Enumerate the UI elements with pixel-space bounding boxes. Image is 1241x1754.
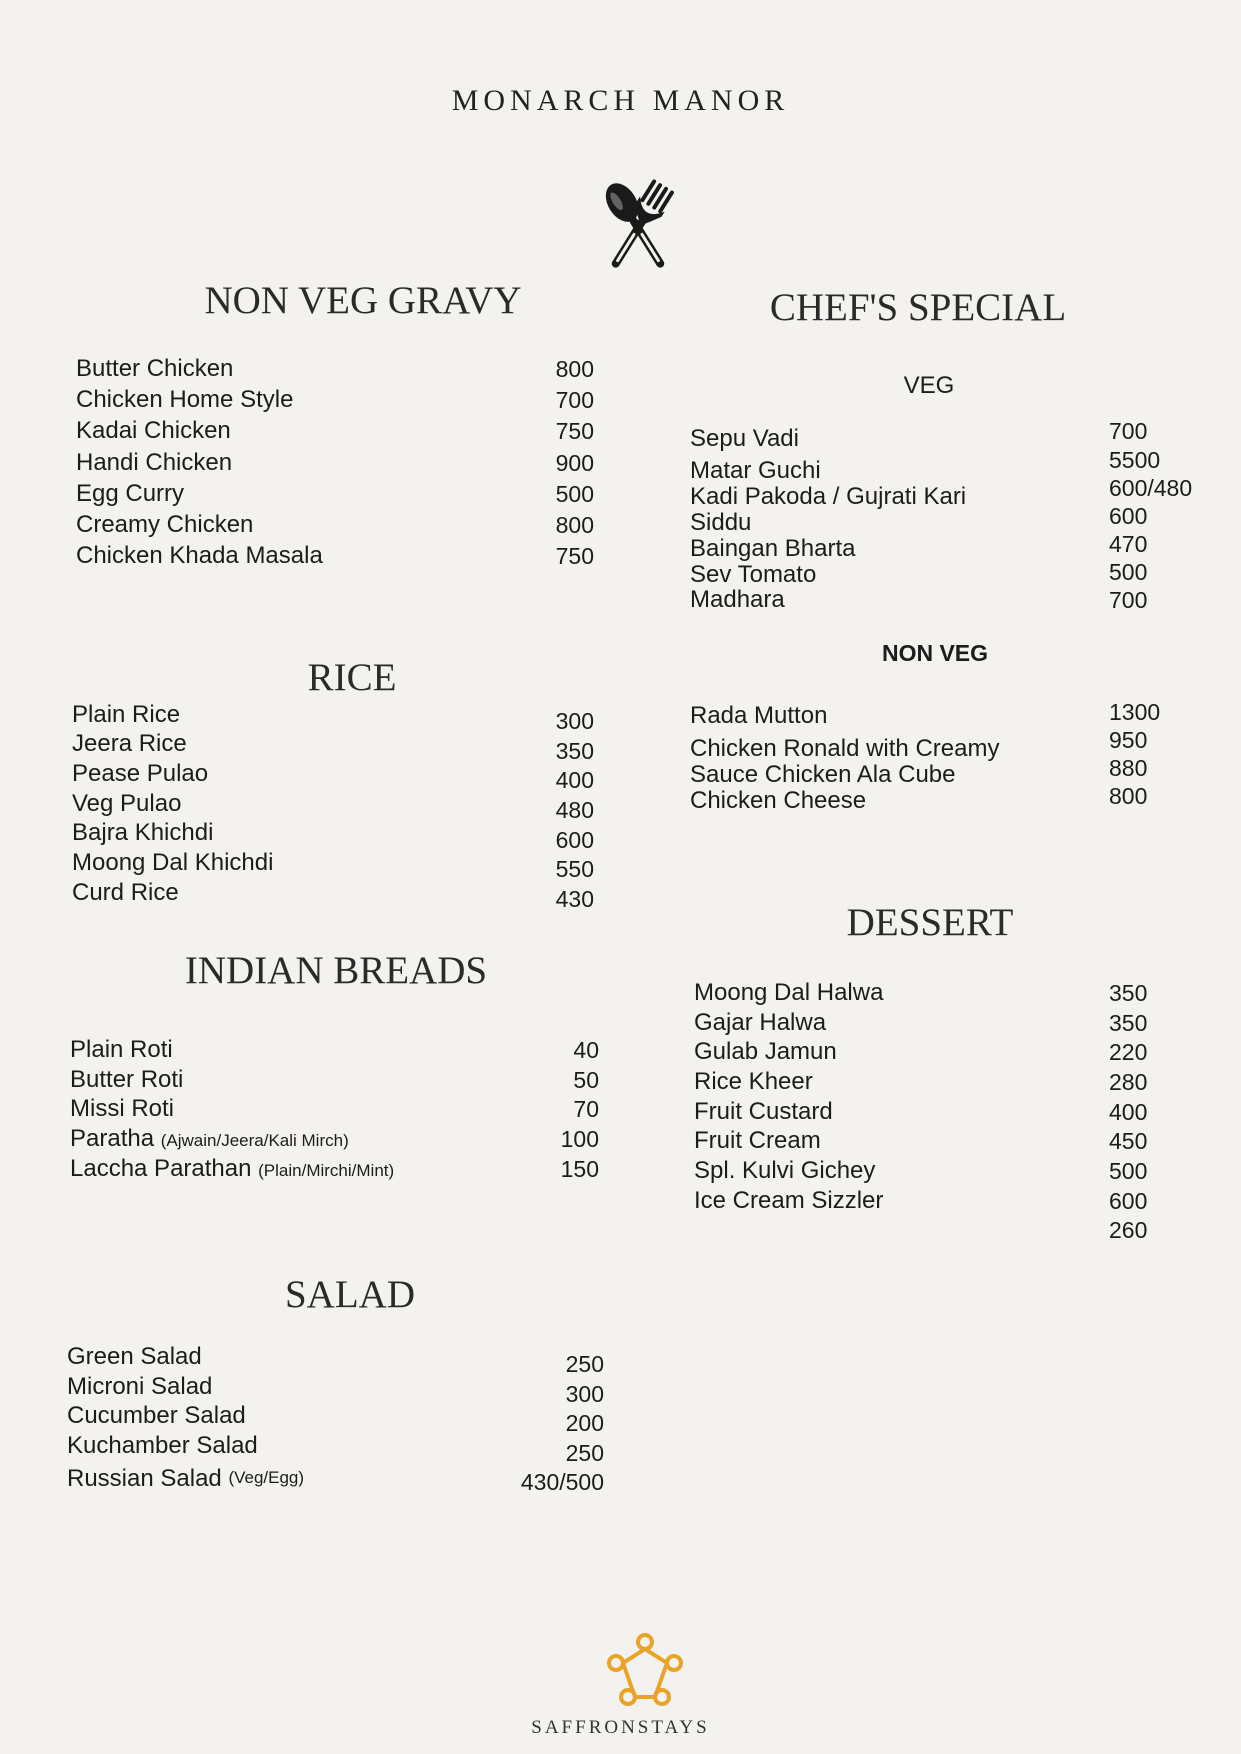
menu-item-name: Jeera Rice bbox=[72, 730, 187, 757]
menu-item-label: Cucumber Salad bbox=[67, 1402, 246, 1429]
menu-item-price: 430 bbox=[555, 886, 594, 912]
menu-item-name: Fruit Cream bbox=[694, 1127, 821, 1154]
menu-item-price: 400 bbox=[555, 767, 594, 793]
menu-item-name bbox=[70, 1155, 394, 1185]
menu-item-name bbox=[70, 1095, 174, 1123]
menu-item-name: Sauce Chicken Ala Cube bbox=[690, 761, 956, 788]
menu-item-name bbox=[70, 1125, 349, 1155]
menu-item-name: Chicken Khada Masala bbox=[76, 542, 323, 569]
menu-item-price: 40 bbox=[573, 1037, 599, 1063]
menu-item-name: Kadai Chicken bbox=[76, 417, 231, 444]
menu-item-name: Fruit Custard bbox=[694, 1098, 833, 1125]
menu-item-label: Russian Salad bbox=[67, 1465, 222, 1492]
menu-item-label: Kuchamber Salad bbox=[67, 1432, 258, 1459]
menu-item-name: Sev Tomato bbox=[690, 561, 817, 588]
menu-item-name: Gajar Halwa bbox=[694, 1009, 827, 1036]
menu-item-name: Rice Kheer bbox=[694, 1068, 813, 1095]
subsection-label-non-veg: NON VEG bbox=[881, 640, 989, 666]
menu-item-name: Egg Curry bbox=[76, 480, 185, 507]
menu-item-label: Paratha bbox=[70, 1125, 155, 1152]
menu-item-price: 480 bbox=[555, 797, 594, 823]
menu-item-price: 600/480 bbox=[1109, 475, 1193, 501]
menu-item-price: 900 bbox=[555, 450, 594, 476]
menu-item-price: 150 bbox=[560, 1156, 599, 1182]
menu-item-price: 250 bbox=[565, 1440, 604, 1466]
menu-item-price: 220 bbox=[1109, 1039, 1148, 1065]
menu-item-price: 500 bbox=[555, 481, 594, 507]
menu-item-price: 280 bbox=[1109, 1069, 1148, 1095]
menu-item-name bbox=[67, 1343, 202, 1371]
menu-item-name: Sepu Vadi bbox=[690, 425, 799, 452]
menu-item-name bbox=[67, 1464, 304, 1493]
section-title-rice: RICE bbox=[307, 656, 397, 699]
menu-item-price: 700 bbox=[555, 387, 594, 413]
spoon-fork-crossed-icon bbox=[584, 174, 692, 282]
menu-item-price: 350 bbox=[1109, 1010, 1148, 1036]
menu-item-name: Baingan Bharta bbox=[690, 535, 856, 562]
menu-item-price: 600 bbox=[555, 827, 594, 853]
menu-item-price: 550 bbox=[555, 856, 594, 882]
menu-item-price: 800 bbox=[555, 512, 594, 538]
menu-item-name: Madhara bbox=[690, 586, 785, 613]
subsection-label-veg: VEG bbox=[903, 372, 955, 399]
menu-item-name: Spl. Kulvi Gichey bbox=[694, 1157, 876, 1184]
menu-item-price: 500 bbox=[1109, 1158, 1148, 1184]
menu-item-price: 350 bbox=[1109, 980, 1148, 1006]
menu-item-name: Moong Dal Halwa bbox=[694, 979, 884, 1006]
menu-item-label: Microni Salad bbox=[67, 1373, 213, 1400]
menu-item-name: Veg Pulao bbox=[72, 790, 182, 817]
restaurant-name: MONARCH MANOR bbox=[451, 84, 790, 117]
menu-item-price: 5500 bbox=[1109, 447, 1161, 473]
menu-item-price: 50 bbox=[573, 1067, 599, 1093]
menu-item-name: Chicken Home Style bbox=[76, 386, 294, 413]
menu-item-price: 400 bbox=[1109, 1099, 1148, 1125]
menu-item-name: Handi Chicken bbox=[76, 449, 233, 476]
menu-item-name: Chicken Cheese bbox=[690, 787, 867, 814]
menu-item-price: 500 bbox=[1109, 559, 1148, 585]
section-title-salad: SALAD bbox=[284, 1273, 415, 1316]
menu-item-price: 70 bbox=[573, 1096, 599, 1122]
footer-brand-name: SAFFRONSTAYS bbox=[531, 1717, 710, 1738]
menu-item-price: 750 bbox=[555, 418, 594, 444]
menu-item-price: 800 bbox=[555, 356, 594, 382]
menu-item-name: Moong Dal Khichdi bbox=[72, 849, 274, 876]
menu-item-name bbox=[70, 1036, 173, 1064]
menu-item-note: (Ajwain/Jeera/Kali Mirch) bbox=[160, 1131, 349, 1150]
menu-item-label: Missi Roti bbox=[70, 1095, 175, 1122]
menu-item-label: Laccha Parathan bbox=[70, 1155, 252, 1182]
menu-item-name: Kadi Pakoda / Gujrati Kari bbox=[690, 483, 967, 510]
saffronstays-logo-icon bbox=[600, 1630, 690, 1710]
menu-item-price: 200 bbox=[565, 1410, 604, 1436]
menu-item-price: 1300 bbox=[1109, 699, 1161, 725]
menu-item-price: 750 bbox=[555, 543, 594, 569]
menu-item-note: (Veg/Egg) bbox=[228, 1468, 305, 1487]
menu-item-price: 300 bbox=[555, 708, 594, 734]
menu-item-price: 880 bbox=[1109, 755, 1148, 781]
menu-item-name: Ice Cream Sizzler bbox=[694, 1187, 884, 1214]
menu-item-price: 700 bbox=[1109, 587, 1148, 613]
menu-item-label: Green Salad bbox=[67, 1343, 202, 1370]
menu-item-note: (Plain/Mirchi/Mint) bbox=[258, 1161, 395, 1180]
menu-item-label: Butter Roti bbox=[70, 1066, 184, 1093]
menu-item-name: Butter Chicken bbox=[76, 355, 234, 382]
menu-item-name bbox=[67, 1402, 246, 1430]
menu-item-name: Curd Rice bbox=[72, 879, 179, 906]
menu-item-name bbox=[67, 1432, 258, 1460]
menu-item-price: 260 bbox=[1109, 1217, 1148, 1243]
menu-item-name: Creamy Chicken bbox=[76, 511, 254, 538]
menu-item-price: 800 bbox=[1109, 783, 1148, 809]
menu-item-name: Bajra Khichdi bbox=[72, 819, 214, 846]
menu-item-name bbox=[70, 1066, 183, 1094]
menu-item-name: Rada Mutton bbox=[690, 702, 828, 729]
menu-item-price: 600 bbox=[1109, 503, 1148, 529]
menu-item-price: 100 bbox=[560, 1126, 599, 1152]
menu-item-price: 700 bbox=[1109, 418, 1148, 444]
menu-item-label: Plain Roti bbox=[70, 1036, 173, 1063]
menu-item-price: 430/500 bbox=[520, 1469, 604, 1495]
menu-item-name bbox=[67, 1373, 212, 1401]
menu-item-price: 350 bbox=[555, 738, 594, 764]
menu-item-price: 250 bbox=[565, 1351, 604, 1377]
menu-item-name: Plain Rice bbox=[72, 701, 181, 728]
menu-item-price: 470 bbox=[1109, 531, 1148, 557]
menu-item-name: Pease Pulao bbox=[72, 760, 209, 787]
menu-item-name: Matar Guchi bbox=[690, 457, 821, 484]
menu-item-price: 300 bbox=[565, 1381, 604, 1407]
menu-item-name: Chicken Ronald with Creamy bbox=[690, 735, 1000, 762]
menu-item-price: 600 bbox=[1109, 1188, 1148, 1214]
menu-item-price: 450 bbox=[1109, 1128, 1148, 1154]
menu-item-price: 950 bbox=[1109, 727, 1148, 753]
section-title-non-veg-gravy: NON VEG GRAVY bbox=[204, 279, 522, 322]
menu-item-name: Gulab Jamun bbox=[694, 1038, 837, 1065]
section-title-dessert: DESSERT bbox=[846, 901, 1014, 944]
menu-item-name: Siddu bbox=[690, 509, 752, 536]
section-title-chefs-special: CHEF'S SPECIAL bbox=[769, 286, 1067, 329]
section-title-indian-breads: INDIAN BREADS bbox=[184, 949, 488, 992]
